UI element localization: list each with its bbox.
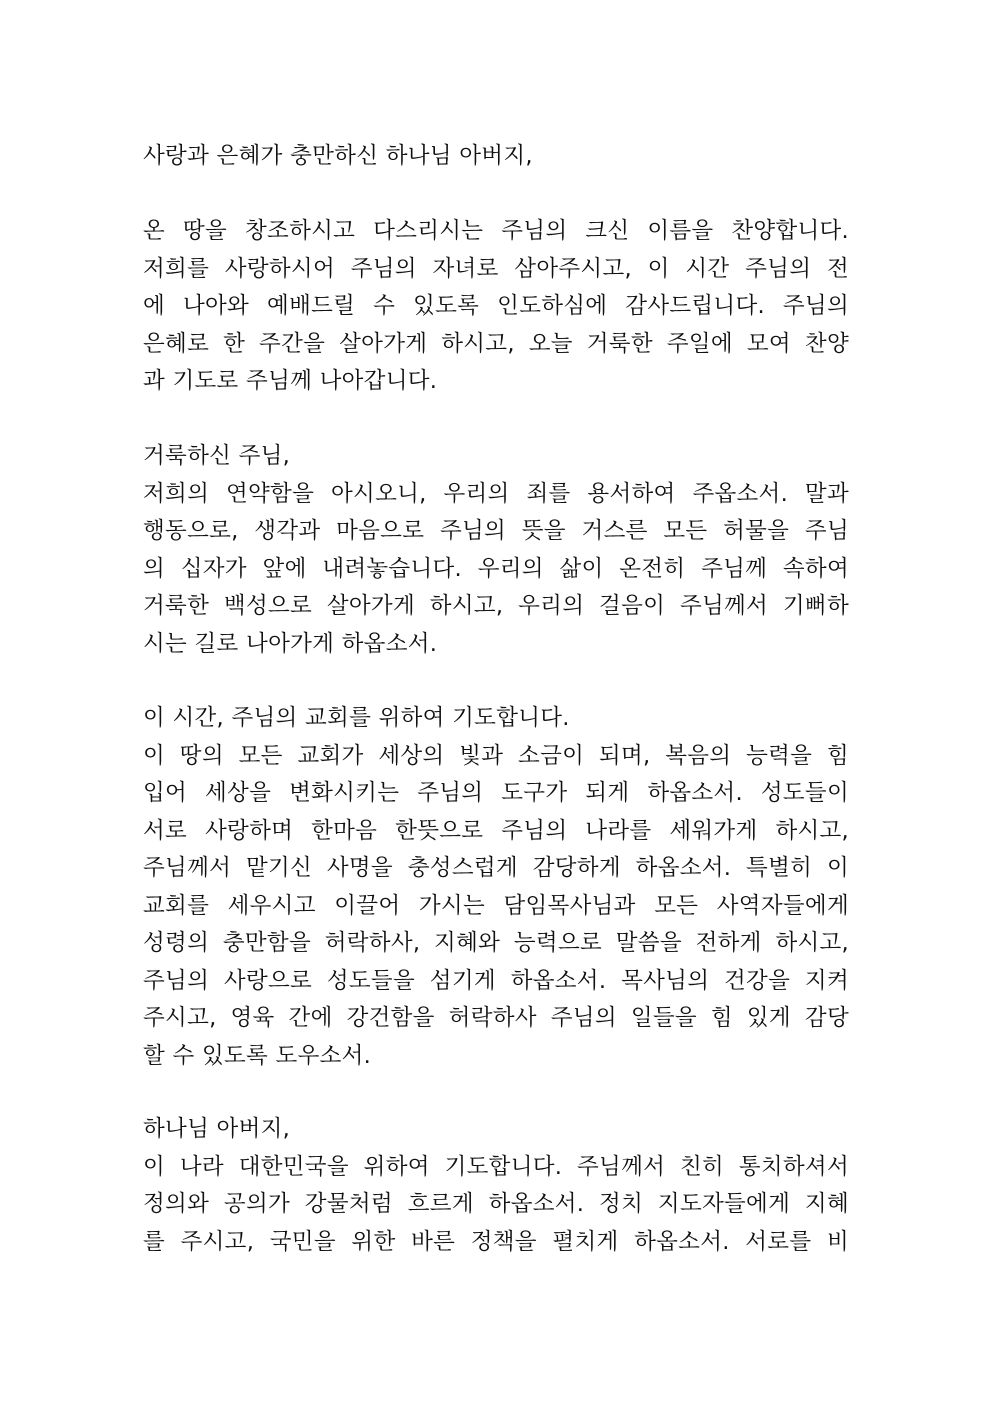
text-line: 할 수 있도록 도우소서. bbox=[143, 1042, 372, 1069]
text-line: 사랑과 은혜가 충만하신 하나님 아버지, bbox=[143, 143, 533, 169]
text-line: 거룩하신 주님, bbox=[143, 443, 291, 469]
text-line: 입어 세상을 변화시키는 주님의 도구가 되게 하옵소서. 성도들이 bbox=[143, 780, 849, 806]
text-line: 서로 사랑하며 한마음 한뜻으로 주님의 나라를 세워가게 하시고, bbox=[143, 817, 849, 844]
text-line: 성령의 충만함을 허락하사, 지혜와 능력으로 말씀을 전하게 하시고, bbox=[143, 930, 849, 956]
text-line: 행동으로, 생각과 마음으로 주님의 뜻을 거스른 모든 허물을 주님 bbox=[143, 518, 849, 544]
text-line: 시는 길로 나아가게 하옵소서. bbox=[143, 630, 438, 657]
paragraph-praise bbox=[143, 213, 849, 401]
paragraph-greeting bbox=[143, 138, 849, 176]
text-line: 과 기도로 주님께 나아갑니다. bbox=[143, 368, 438, 394]
text-line: 를 주시고, 국민을 위한 바른 정책을 펼치게 하옵소서. 서로를 비 bbox=[143, 1228, 849, 1255]
paragraph-confession bbox=[143, 438, 849, 663]
text-line: 하나님 아버지, bbox=[143, 1116, 291, 1142]
text-line: 온 땅을 창조하시고 다스리시는 주님의 크신 이름을 찬양합니다. bbox=[143, 218, 849, 244]
text-line: 저희를 사랑하시어 주님의 자녀로 삼아주시고, 이 시간 주님의 전 bbox=[143, 255, 849, 282]
text-line: 이 땅의 모든 교회가 세상의 빛과 소금이 되며, 복음의 능력을 힘 bbox=[143, 742, 849, 769]
text-line: 거룩한 백성으로 살아가게 하시고, 우리의 걸음이 주님께서 기뻐하 bbox=[143, 593, 849, 619]
text-line: 은혜로 한 주간을 살아가게 하시고, 오늘 거룩한 주일에 모여 찬양 bbox=[143, 330, 849, 357]
text-line: 에 나아와 예배드릴 수 있도록 인도하심에 감사드립니다. 주님의 bbox=[143, 293, 849, 319]
text-line: 저희의 연약함을 아시오니, 우리의 죄를 용서하여 주옵소서. 말과 bbox=[143, 480, 849, 507]
text-line: 주님께서 맡기신 사명을 충성스럽게 감당하게 하옵소서. 특별히 이 bbox=[143, 855, 849, 881]
text-line: 이 나라 대한민국을 위하여 기도합니다. 주님께서 친히 통치하셔서 bbox=[143, 1153, 849, 1180]
text-line: 정의와 공의가 강물처럼 흐르게 하옵소서. 정치 지도자들에게 지혜 bbox=[143, 1191, 849, 1217]
text-line: 교회를 세우시고 이끌어 가시는 담임목사님과 모든 사역자들에게 bbox=[143, 892, 849, 919]
text-line: 의 십자가 앞에 내려놓습니다. 우리의 삶이 온전히 주님께 속하여 bbox=[143, 555, 849, 582]
paragraph-nation bbox=[143, 1111, 849, 1261]
text-line: 주님의 사랑으로 성도들을 섬기게 하옵소서. 목사님의 건강을 지켜 bbox=[143, 967, 849, 994]
text-line: 이 시간, 주님의 교회를 위하여 기도합니다. bbox=[143, 705, 570, 731]
paragraph-church bbox=[143, 700, 849, 1075]
text-line: 주시고, 영육 간에 강건함을 허락하사 주님의 일들을 힘 있게 감당 bbox=[143, 1005, 849, 1031]
